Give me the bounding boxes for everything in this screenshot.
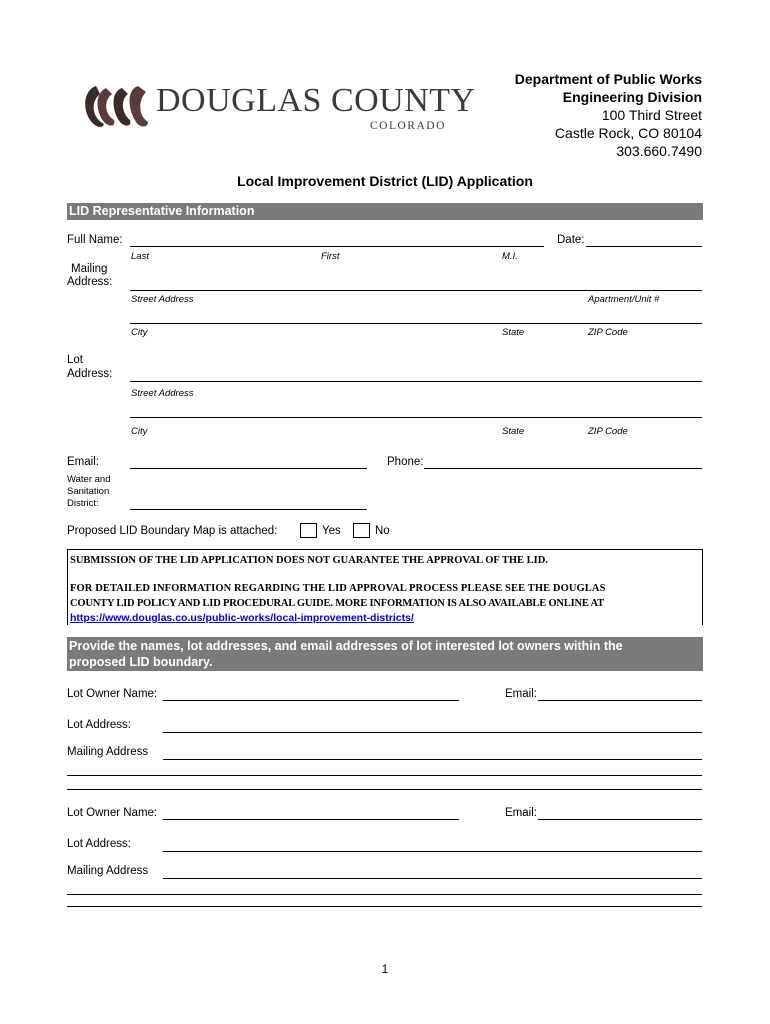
lot-state-sublabel: State xyxy=(502,426,525,437)
email-field[interactable] xyxy=(130,468,367,469)
owner2-mailing-field-2[interactable] xyxy=(67,894,702,895)
apartment-sublabel: Apartment/Unit # xyxy=(588,294,660,305)
owner1-email-label: Email: xyxy=(505,688,537,700)
owner2-lot-address-label: Lot Address: xyxy=(67,838,131,850)
section-header-representative xyxy=(67,203,703,220)
no-checkbox[interactable] xyxy=(353,523,370,538)
lot-city-sublabel: City xyxy=(131,426,148,437)
owner1-mailing-label: Mailing Address xyxy=(67,746,149,758)
water-label-line1: Water and xyxy=(67,474,111,485)
department-name: Department of Public Works xyxy=(514,71,702,87)
section-header-owners xyxy=(67,637,703,671)
page-title: Local Improvement District (LID) Application xyxy=(237,173,533,189)
logo-swirl-icon xyxy=(82,82,152,134)
map-attached-label: Proposed LID Boundary Map is attached: xyxy=(67,525,278,537)
lid-info-link[interactable]: https://www.douglas.co.us/public-works/local-improvement-districts/ xyxy=(70,612,414,624)
owner2-lot-address-field[interactable] xyxy=(163,851,702,852)
phone-label: Phone: xyxy=(387,456,424,468)
date-field[interactable] xyxy=(586,246,702,247)
owner1-lot-address-label: Lot Address: xyxy=(67,719,131,731)
phone-number: 303.660.7490 xyxy=(616,143,702,159)
zip-sublabel: ZIP Code xyxy=(588,327,628,338)
owner1-name-label: Lot Owner Name: xyxy=(67,688,158,700)
email-label: Email: xyxy=(67,456,99,468)
yes-checkbox[interactable] xyxy=(300,523,317,538)
water-district-field[interactable] xyxy=(130,509,367,510)
lot-zip-sublabel: ZIP Code xyxy=(588,426,628,437)
owner2-email-field[interactable] xyxy=(538,819,702,820)
owner1-email-field[interactable] xyxy=(538,700,702,701)
mailing-label-line2: Address: xyxy=(67,276,113,288)
owner2-email-label: Email: xyxy=(505,807,537,819)
department-info xyxy=(515,70,702,160)
mailing-street-field[interactable] xyxy=(130,290,702,291)
water-label-line3: District: xyxy=(67,498,99,509)
lot-street-field[interactable] xyxy=(130,381,702,382)
division-name: Engineering Division xyxy=(562,89,702,105)
water-label-line2: Sanitation xyxy=(67,486,110,497)
notice-line2: FOR DETAILED INFORMATION REGARDING THE LID APPROVAL PROCESS PLEASE SEE THE DOUGLAS xyxy=(70,583,606,594)
city-sublabel: City xyxy=(131,327,148,338)
owner2-divider xyxy=(67,906,702,907)
page-number: 1 xyxy=(381,964,389,976)
notice-line1: SUBMISSION OF THE LID APPLICATION DOES NOT GUARANTEE THE APPROVAL OF THE LID. xyxy=(70,555,548,566)
yes-label: Yes xyxy=(322,525,341,537)
county-logo xyxy=(82,80,476,136)
phone-field[interactable] xyxy=(424,468,702,469)
owner1-lot-address-field[interactable] xyxy=(163,732,702,733)
owner2-mailing-field[interactable] xyxy=(163,878,702,879)
lot-label-line1: Lot xyxy=(67,354,83,366)
owner1-divider xyxy=(67,789,702,790)
section-title: LID Representative Information xyxy=(69,204,255,218)
owners-section-line1: Provide the names, lot addresses, and email addresses of lot interested lot owners within the xyxy=(69,639,623,653)
mailing-label-line1: Mailing xyxy=(71,263,108,275)
last-sublabel: Last xyxy=(131,251,149,262)
city-state-zip: Castle Rock, CO 80104 xyxy=(554,125,702,141)
logo-text: DOUGLAS COUNTY xyxy=(156,82,476,119)
notice-box xyxy=(67,549,703,625)
owner1-mailing-field-2[interactable] xyxy=(67,775,702,776)
street-address: 100 Third Street xyxy=(601,107,702,123)
owner1-name-field[interactable] xyxy=(163,700,459,701)
owner1-mailing-field[interactable] xyxy=(163,759,702,760)
first-sublabel: First xyxy=(321,251,340,262)
mailing-city-field[interactable] xyxy=(130,323,702,324)
water-district-label xyxy=(67,474,110,510)
notice-line3: COUNTY LID POLICY AND LID PROCEDURAL GUIDE. MORE INFORMATION IS ALSO AVAILABLE ONLINE AT xyxy=(70,598,604,609)
full-name-label: Full Name: xyxy=(67,234,123,246)
state-sublabel: State xyxy=(502,327,525,338)
lot-label-line2: Address: xyxy=(67,368,113,380)
date-label: Date: xyxy=(557,234,585,246)
owner2-mailing-label: Mailing Address xyxy=(67,865,149,877)
no-label: No xyxy=(375,525,390,537)
owners-section-line2: proposed LID boundary. xyxy=(69,655,213,669)
owner2-name-field[interactable] xyxy=(163,819,459,820)
lot-street-sublabel: Street Address xyxy=(131,388,194,399)
owner2-name-label: Lot Owner Name: xyxy=(67,807,158,819)
mi-sublabel: M.I. xyxy=(502,251,518,262)
logo-subtext: COLORADO xyxy=(370,120,446,132)
lot-city-field[interactable] xyxy=(130,417,702,418)
street-address-sublabel: Street Address xyxy=(131,294,194,305)
full-name-field[interactable] xyxy=(130,246,544,247)
